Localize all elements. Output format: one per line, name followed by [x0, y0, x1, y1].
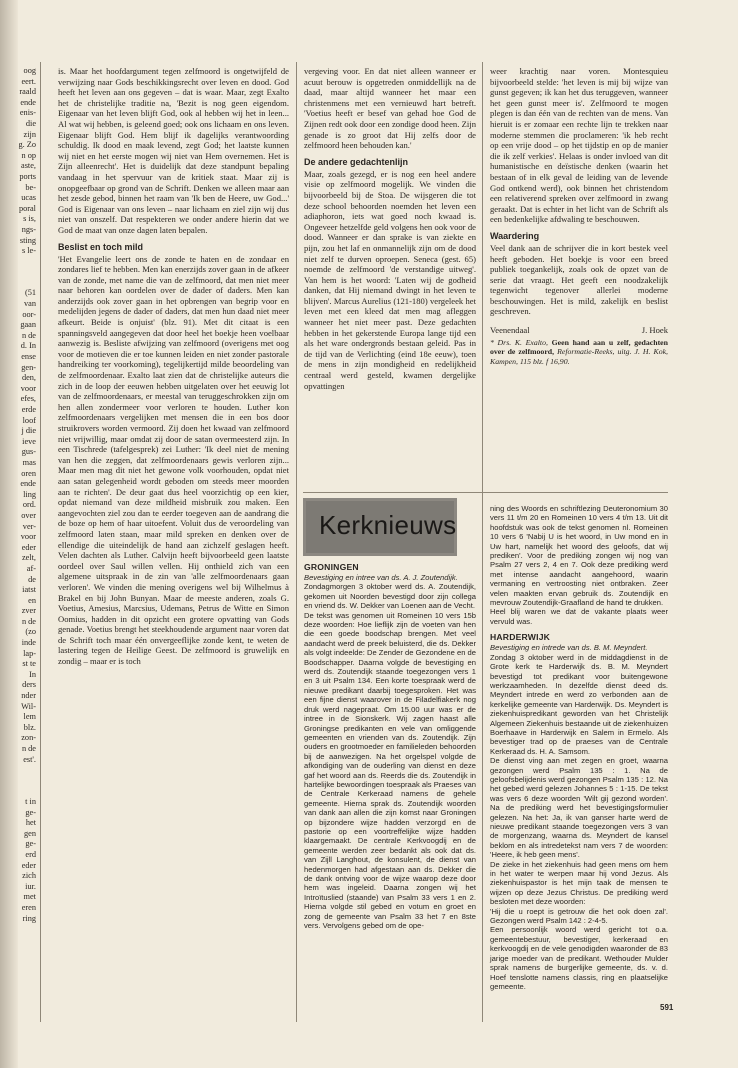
stub-line: die [25, 118, 36, 128]
stub-line: het [25, 818, 36, 828]
paragraph: De zieke in het ziekenhuis had geen mens om hem in het water te werpen maar hij vond Jezus. Als ziekenhuispastor is het mijn taak de mensen te wijzen op deze Jezus Christus. De prediking werd besloten met deze woorden: [490, 859, 668, 907]
stub-line: oor- [22, 309, 36, 319]
paragraph: De tekst was genomen uit Romeinen 10 vers 15b deze woorden: Hoe lieflijk zijn de voeten van hen die een goede boodschap brengen. Met veel aandacht werd de preek beluisterd, die ds. Dekker als volgt indeelde: De Zender de Gezondene en de Boodschapper. Daarna volgde de bevestiging en werd ds. Zoutendijk staande toegezongen vers 1 en 3 uit Psalm 134. Een korte toespraak werd de nieuwe predikant daarbij toegesproken. Het was een fijne dienst waarover in de Filadelfiakerk nog druk werd nagepraat. Om 15.00 uur was er de intree in de Sionskerk. Wij zagen haast alle Groningse predikanten en vele van omliggende gemeenten en vrienden van ds. Zoutendijk. Zijn ouders en grootmoeder en familieleden behoorden bij de aanwezigen. Na het orgelspel volgde de afkondiging van de ouderling van dienst en deze gaf het woord aan ds. Reerds die ds. Zoutendijk in hartelijke bewoordingen toespraak als Praeses van de Centrale Kerkeraad namens de gehele gemeente. Hierna sprak ds. Zoutendijk woorden van dank aan allen die zijn komst naar Groningen op bijzondere wijze hadden verzorgd en de pastorie op een voortreffelijke wijze hadden klaargemaakt. De centrale Kerkvoogdij en de gemeente werden zeer bedankt als ook dat ds. van Zijll Langhout, de konsulent, de dienst van hedenmorgen had afgestaan aan ds. Dekker die de dank ontving voor de wijze waarop deze door hem was ingeleid. Daarna zongen wij het Introïtuslied (staande) van Psalm 33 vers 1 en 2. Hierna volgde stil gebed en votum en groet en zong de gemeente van Psalm 33 het 7 en 8ste vers. Vervolgens gebed om de ope- [304, 610, 476, 931]
stub-line: n op [21, 150, 36, 160]
column-1 [58, 66, 289, 667]
paragraph: Zondag 3 oktober werd in de middagdienst in de Grote kerk te Harderwijk ds. B. M. Meyndert bevestigd tot predikant voor buitengewone werkzaamheden. In dezelfde dienst deed ds. Meyndert intrede en werd zo verbonden aan de kerkelijke gemeente van Harderwijk. Ds. Meyndert is ziekenhuispredikant geworden van het Christelijk Algemeen Ziekenhuis bestaande uit de ziekenhuizen Boerhaave in Harderwijk en Salem in Ermelo. Als bevestiger trad op de praeses van de Centrale Kerkeraad ds. H. A. Samsom. [490, 652, 668, 756]
stub-line: iatst [22, 585, 36, 595]
stub-line: ders [22, 680, 36, 690]
stub-line: Wil- [21, 701, 36, 711]
news-subheading: Bevestiging en intree van ds. A. J. Zoutendijk. [304, 573, 458, 582]
stub-line: poral [18, 203, 36, 213]
banner-title: Kerknieuws [319, 510, 457, 540]
stub-line: (51 [24, 288, 36, 298]
stub-line: zver [21, 606, 36, 616]
stub-line: erde [21, 405, 36, 414]
stub-line: lap- [23, 648, 36, 658]
stub-line: n de [21, 330, 36, 340]
stub-line: efes, [20, 394, 36, 404]
stub-line: met [23, 892, 36, 902]
stub-line [0, 776, 36, 787]
stub-line: raald [19, 87, 36, 97]
stub-line: be- [25, 182, 36, 192]
stub-line: eren [21, 902, 36, 912]
stub-line: voor [20, 532, 36, 542]
news-subheading: Bevestiging en intrede van ds. B. M. Meyndert. [490, 643, 648, 653]
paragraph: vergeving voor. En dat niet alleen wanneer er acuut berouw is opgetreden onmiddellijk na de daad, maar altijd wanneer het maar een christenmens met een vernieuwd hart betreft. 'Voetius heeft er besef van gehad hoe God de Zijnen redt ook door een zondige dood heen. Zijn genade is zo groot dat Hij zelfs door de zelfmoord heen behouden kan.' [304, 66, 476, 151]
stub-line: gen [24, 828, 36, 838]
stub-line: ord. [22, 500, 36, 510]
stub-line: ende [20, 479, 36, 489]
stub-line: zon- [21, 733, 36, 743]
stub-line: en [28, 595, 36, 605]
stub-line: s le- [21, 246, 36, 256]
stub-line: In [29, 669, 36, 679]
stub-line: n de [21, 616, 36, 626]
stub-line: blz. [23, 722, 36, 732]
stub-line [0, 765, 36, 776]
stub-line: zich [22, 871, 36, 881]
footnote-publisher: Reformatie-Reeks, uitg. J. H. Kok, Kampen, 115 blz. f 16,90. [490, 347, 669, 366]
stub-line: ucas [21, 193, 36, 203]
column-rule [296, 62, 297, 1022]
stub-line: nder [21, 691, 36, 701]
column-5-news [490, 504, 668, 991]
stub-line [0, 786, 36, 797]
column-rule [482, 62, 483, 1022]
stub-line: g. Zo [18, 140, 36, 150]
stub-line: eert. [21, 76, 36, 86]
stub-line: (zo [25, 627, 36, 637]
stub-line: s is, [23, 214, 36, 224]
stub-line: de [28, 574, 36, 584]
stub-line: over [21, 510, 36, 520]
stub-line: van [24, 299, 36, 309]
section-heading: Beslist en toch mild [58, 241, 144, 252]
paragraph: De dienst ving aan met zegen en groet, waarna gezongen werd Psalm 135 : 1. Na de geloofsbelijdenis werd gezongen Psalm 135 : 12. Na het gebed werd gelezen Johannes 5 : 1-15. De tekst was vers 6 deze woorden 'Wilt gij gezond worden'. Na de prediking werd het bevestigingsformulier gelezen. Na het: Ja, ik van ganser harte werd de nieuwe predikant staande toegezongen vers 3 van de morgenzang, waarna ds. Meyndert de kansel beklom en als intredetekst nam vers 7 de woorden: 'Heere, ik heb geen mens'. [490, 756, 668, 860]
stub-line: ge- [25, 839, 36, 849]
page-number: 591 [660, 1003, 674, 1012]
paragraph: 'Hij die u roept is getrouw die het ook doen zal'. Gezongen werd Psalm 142 : 2-4-5. [490, 906, 668, 926]
column-4-news [304, 562, 476, 930]
stub-line: j die [21, 426, 36, 436]
column-rule [40, 62, 41, 1022]
stub-line: n de [21, 744, 36, 753]
stub-line: d. In [20, 341, 36, 351]
stub-line: t in [25, 796, 36, 806]
paragraph: Heel blij waren we dat de vakante plaats weer vervuld was. [490, 607, 668, 626]
stub-line: mas [22, 457, 36, 467]
stub-line: enis- [19, 108, 36, 118]
signature-place: Veenendaal [490, 325, 530, 336]
paragraph: is. Maar het hoofdargument tegen zelfmoord is ongetwijfeld de verwijzing naar Gods beschikkingsrecht over leven en dood. God heeft het leven aan ons gegeven – dat is waar. Maar, zegt Exalto het de christelijke traditie na, 'Bezit is nog geen eigendom. Eigenaar van het leven blijft God, ook al hebben wij het in leen... Al wat wij hebben, is geleend goed; ook ons lichaam en ons leven. Eigenaar blijft God. Hem blijf ik dagelijks verantwoording schuldig. Ik dood en maak levend, zegt God; het laatste kunnen wij niet en het eerste mogen wij niet van Hem overnemen. Het is Zijn alleenrecht'. Het is duidelijk dat deze standpunt bepaling vandaag in het spervuur van de kritiek staat. Maar zij is onopgeefbaar op grond van de Schrift. Denken we alleen maar aan het zesde gebod, binnen het raam van 'Ik ben de Heere, uw God...' God is Eigenaar van ons leven – naar lichaam en ziel zijn wij dus niet van onszelf. Dat respekteren we onder andere hierin dat we God de maat van onze dagen laten bepalen. [58, 66, 289, 235]
news-heading: HARDERWIJK [490, 632, 551, 643]
paragraph: ning des Woords en schriftlezing Deuteronomium 30 vers 11 t/m 20 en Romeinen 10 vers 4 t/m 13. Uit dit hoofdstuk was ook de tekst genomen nl. Romeinen 10 vers 6 'Nabij U is het woord, in Uw mond en in Uw hart, namelijk het woord des geloofs, dat wij prediken'. Voor de prediking zongen wij nog van Psalm 27 vers 2, 4 en 7. Ook deze prediking werd met intense aandacht aangehoord, waarin vermaning en vertroosting niet ontbraken. Zeer velen maakten ervan gebruik ds. Zoutendijk en mevrouw Zoutendijk-Graafland de hand te drukken. [490, 504, 668, 608]
paragraph: Zondagmorgen 3 oktober werd ds. A. Zoutendijk, gekomen uit Noorden bevestigd door zijn collega en vriend ds. W. Dekker van Loenen aan de Vecht. [304, 582, 476, 611]
stub-line: ling [23, 489, 36, 499]
stub-line [0, 257, 36, 268]
stub-line: eder [21, 860, 36, 870]
stub-line: af- [26, 563, 36, 573]
stub-line: voor [20, 383, 36, 393]
footnote [490, 338, 668, 367]
stub-line: sting [19, 235, 36, 245]
column-2 [304, 66, 476, 391]
stub-line: iur. [25, 881, 36, 891]
stub-line: aste, [21, 161, 36, 171]
news-heading: GRONINGEN [304, 562, 359, 572]
paragraph: Een persoonlijk woord werd gericht tot o.a. gemeentebestuur, bevestiger, kerkeraad en kerkvoogdij en de vele genodigden waaronder de 83 jarige moeder van de predikant. Wethouder Mulder sprak namens de burgerlijke gemeente, ds. v. d. Hoef tenslotte namens classis, ring en plaatselijke gemeente. [490, 925, 668, 991]
stub-line: eder [21, 542, 36, 552]
section-rule [303, 492, 668, 493]
signature-author: J. Hoek [641, 325, 668, 336]
stub-line: ngs- [21, 224, 36, 234]
stub-line: ense [21, 352, 36, 362]
signature-line [490, 325, 668, 336]
column-3 [490, 66, 668, 366]
stub-line: ports [19, 171, 36, 181]
footnote-author: * Drs. K. Exalto, [490, 337, 548, 347]
paragraph: 'Het Evangelie leert ons de zonde te haten en de zondaar en zondares lief te hebben. Men kan enerzijds zover gaan in de afkeer van de zonde, met name die van de zelfmoord, dat men niet meer naar behoren kan oordelen over de dader of daders. Men kan anderzijds ook zover gaan in het opbrengen van begrip voor en medelijden jegens de dader of daders, dat men hun daad niet meer afkeurt. Beide is onjuist' (blz. 91). Met dit citaat is een spanningsveld aangegeven dat door heel het boekje heen voelbaar aanwezig is. Besliste afwijzing van zelfmoord (overigens met oog voor de motieven die er toe kunnen leiden en niet zonder pastorale handreiking ter voorkoming), tegelijkertijd milde beoordeling van de zelfmoordenaar. Exalto laat zien dat de christelijke auteurs die zich in de loop der eeuwen hebben uitgelaten over het eeuwig lot van de zelfmoordenaars, er meestal van teruggeschrokken zijn om hen allen zondermeer voor verloren te houden. Luther kon zelfmoordenaars vergelijken met mensen die in een bos door struikrovers worden vermoord. Zij doen het kwaad van zelfmoord niet vrijwillig, maar omdat zij door de satan overmeesterd zijn. In een Tischrede (tafelgesprek) zei Luther: 'Ik deel niet de mening van hen die zeggen, dat zelfmoordenaars gewis verloren zijn... Maar men mag dit niet het gewone volk voorhouden, opdat niet aan satan gelegenheid wordt geboden om steeds meer moorden aan te richten'. De deur gaat dus heel voorzichtig op een kier, opdat niemand van deze mildheid misbruik zou maken. Een aangevochten ziel zou dan te eerder toegeven aan de aandrang die de boze op hem of haar uitoefent. Voluit dus de veroordeling van zelfmoord laten staan, maar mild spreken en denken over de ellendige die uiteindelijk de hand aan zichzelf geslagen heeft. Velen dachten als Luther. Calvijn heeft bijvoorbeeld geen laatste oordeel over Saul willen vellen. Hij onthield zich van een algemene uitspraak in de zin van 'alle zelfmoordenaars gaan verloren'. We vinden die mening overigens wel bij Wilhelmus à Brakel en bij John Bunyan. Maar de meeste anderen, zoals G. Voetius, Amesius, Marcsius, Udemans, Petrus de Witte en Simon Oomius, hadden in dit opzicht een grotere opvatting van Gods genade. Voetius brengt het steekhoudende argument naar voren dat de Schrift toch maar één onvergeeflijke zonde kent, te weten de lastering tegen de Heilige Geest. De zelfmoord is gruwelijk en zondig – maar er is toch [58, 253, 289, 667]
stub-line: ring [22, 913, 36, 923]
stub-line: oog [23, 66, 36, 75]
stub-line: erd [25, 849, 36, 859]
stub-line [0, 267, 36, 278]
stub-line: zijn [23, 129, 36, 139]
paragraph: Maar, zoals gezegd, er is nog een heel andere visie op zelfmoord mogelijk. We vinden die bijvoorbeeld bij de Stoa. De wijsgeren die tot deze school behoorden noemden het leven een adiaphoron, iets wat goed noch kwaad is. Ongeveer hetzelfde geld volgens hen ook voor de dood. Wanneer er dan sprake is van ziekte en pijn, zou het laf en onmannelijk zijn om de dood niet zelf te durven oproepen. Seneca (gest. 65) noemde de zelfmoord 'de verstandige uitweg'. Van hem is het woord: 'Laten wij de godheid danken, dat Hij niemand dwingt in het leven te blijven'. Marcus Aurelius (121-180) vergeleek het leven met een kleed dat men mag afleggen wanneer het niet meer past. Deze gedachten hebben in het gekerstende Europa lange tijd een als het ware ondergronds bestaan geleid. Pas in de tijd van de Verlichting (eind 18e eeuw), toen de mens in zijn mondigheid en redelijkheid centraal werd gesteld, kwamen dergelijke opvattingen [304, 168, 476, 391]
stub-line: st te [22, 659, 36, 669]
paragraph: weer krachtig naar voren. Montesquieu bijvoorbeeld stelde: 'het leven is mij bij wijze van gunst gegeven; ik kan het dus teruggeven, wanneer het geen gunst meer is'. Zelfmoord te mogen plegen is dan één van de rechten van de mens. Van hieruit is er zomaar een rechte lijn te trekken naar moderne stemmen die proclameren: 'ik heb recht op een vrije dood – op het tijdstip en op de manier die ik zelf verkies'. Helaas is onder invloed van dit humanistische en deïstische denken (waarin het bestaan of in elk geval de leiding van de levende God ontkend werd), ook binnen het christendom een relativerend spreken over zelfmoord in zwang geraakt. Dat is echter in het licht van de Schrift als een bedenkelijke afdwaling te beschouwen. [490, 66, 668, 225]
stub-line: loof [22, 415, 36, 425]
paragraph: Veel dank aan de schrijver die in kort bestek veel heeft geboden. Het boekje is voor een breed publiek toegankelijk, zoals ook de opzet van de serie dat vraagt. Het geeft een noodzakelijk tegenwicht tegenover allerlei moderne beschouwingen. Het is mild, zakelijk en beslist geschreven. [490, 242, 668, 317]
stub-line [0, 278, 36, 289]
stub-line: ieve [22, 436, 36, 446]
stub-line: est'. [23, 754, 36, 764]
stub-line: inde [21, 638, 36, 648]
stub-line: oren [21, 468, 36, 478]
stub-line: ende [20, 97, 36, 107]
stub-line: ver- [22, 521, 36, 531]
kerknieuws-banner [303, 498, 457, 556]
stub-line: den, [21, 373, 36, 383]
stub-line: gen- [21, 362, 36, 372]
stub-line: gus- [21, 447, 36, 457]
footnote-title: Geen hand aan u zelf, gedachten over de zelfmoord, [490, 337, 668, 357]
previous-page-column-edge [0, 66, 36, 924]
stub-line: zelt, [21, 553, 36, 563]
section-heading: De andere gedachtenlijn [304, 156, 409, 167]
stub-line: gaan [20, 320, 36, 330]
stub-line: lem [23, 712, 36, 722]
section-heading: Waardering [490, 230, 540, 241]
stub-line: ge- [25, 807, 36, 817]
